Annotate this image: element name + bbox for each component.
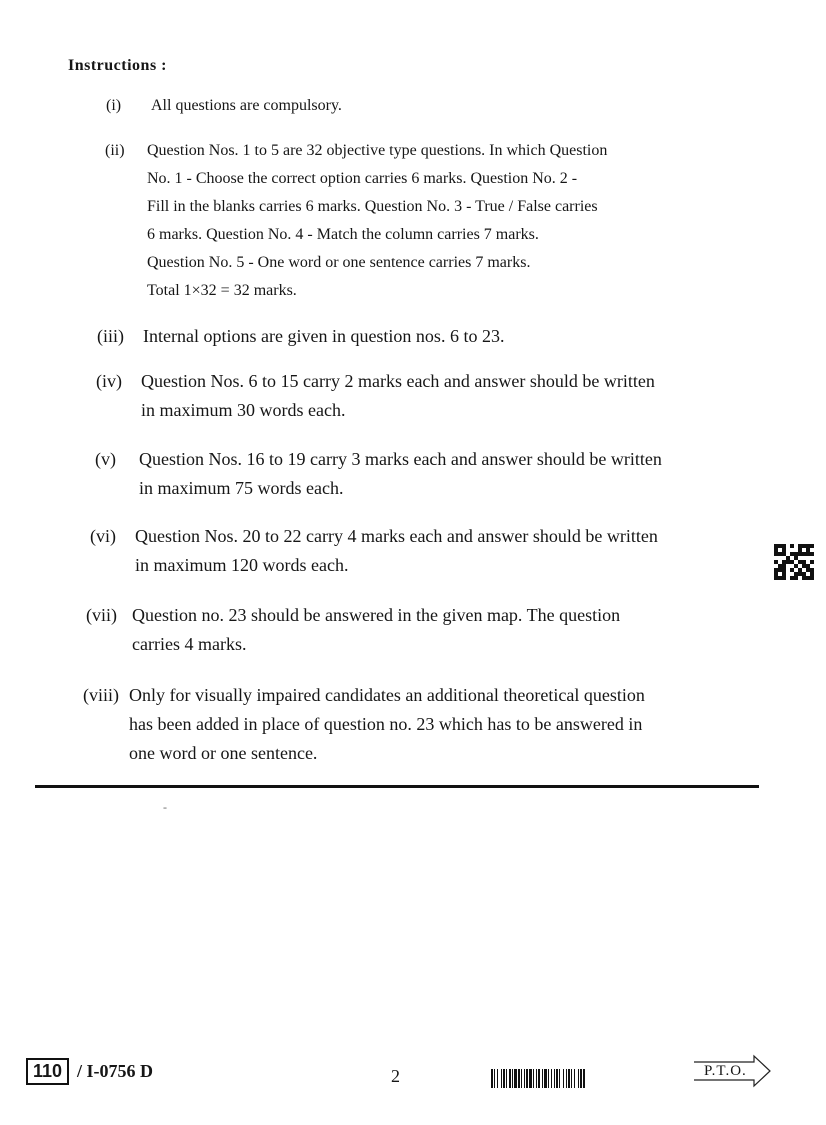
instruction-item: [90, 522, 765, 582]
paper-code: [26, 1058, 153, 1085]
instruction-line: Internal options are given in question nos. 6 to 23.: [143, 326, 505, 346]
instruction-line: Question Nos. 20 to 22 carry 4 marks each and answer should be written: [135, 526, 658, 546]
instruction-line: Total 1×32 = 32 marks.: [147, 282, 297, 299]
instruction-line: in maximum 30 words each.: [141, 400, 346, 420]
instruction-item: [97, 322, 767, 352]
set-code-box: 110: [26, 1058, 69, 1085]
paper-id: / I-0756 D: [77, 1061, 154, 1081]
instruction-line: Question no. 23 should be answered in the given map. The question: [132, 605, 621, 625]
instruction-item: [83, 681, 768, 771]
instruction-line: All questions are compulsory.: [151, 97, 342, 114]
instruction-line: Question Nos. 1 to 5 are 32 objective type questions. In which Question: [147, 142, 608, 159]
instruction-number: (iv): [96, 371, 122, 391]
instruction-line: carries 4 marks.: [132, 634, 247, 654]
instruction-number: (viii): [83, 685, 119, 705]
pto-label: P.T.O.: [704, 1063, 747, 1079]
section-divider: [35, 785, 759, 788]
instruction-line: Only for visually impaired candidates an additional theoretical question: [129, 685, 645, 705]
instruction-line: in maximum 75 words each.: [139, 478, 344, 498]
instruction-line: in maximum 120 words each.: [135, 555, 349, 575]
instruction-line: has been added in place of question no. 23 which has to be answered in: [129, 714, 643, 734]
instruction-item: [96, 367, 766, 427]
instruction-number: (ii): [105, 142, 125, 159]
instruction-line: Question Nos. 6 to 15 carry 2 marks each and answer should be written: [141, 371, 655, 391]
instruction-line: one word or one sentence.: [129, 743, 318, 763]
instruction-line: Fill in the blanks carries 6 marks. Question No. 3 - True / False carries: [147, 198, 598, 215]
barcode-icon: [491, 1069, 675, 1088]
qr-code-icon: [774, 544, 814, 580]
instruction-number: (v): [95, 449, 116, 469]
instruction-line: No. 1 - Choose the correct option carries 6 marks. Question No. 2 -: [147, 170, 578, 187]
instruction-item: [95, 445, 765, 505]
instruction-number: (vii): [86, 605, 117, 625]
instruction-item: [86, 601, 766, 661]
instruction-item: [106, 92, 766, 122]
instruction-line: 6 marks. Question No. 4 - Match the column carries 7 marks.: [147, 226, 539, 243]
scan-mark: -: [163, 800, 167, 814]
instruction-number: (vi): [90, 526, 116, 546]
page-number: 2: [391, 1066, 400, 1086]
instruction-line: Question Nos. 16 to 19 carry 3 marks each and answer should be written: [139, 449, 662, 469]
instruction-number: (iii): [97, 326, 124, 346]
instruction-item: [105, 137, 765, 307]
pto-marker: [692, 1054, 772, 1088]
instruction-line: Question No. 5 - One word or one sentence carries 7 marks.: [147, 254, 531, 271]
instructions-heading: Instructions :: [68, 57, 168, 74]
instruction-number: (i): [106, 97, 122, 114]
